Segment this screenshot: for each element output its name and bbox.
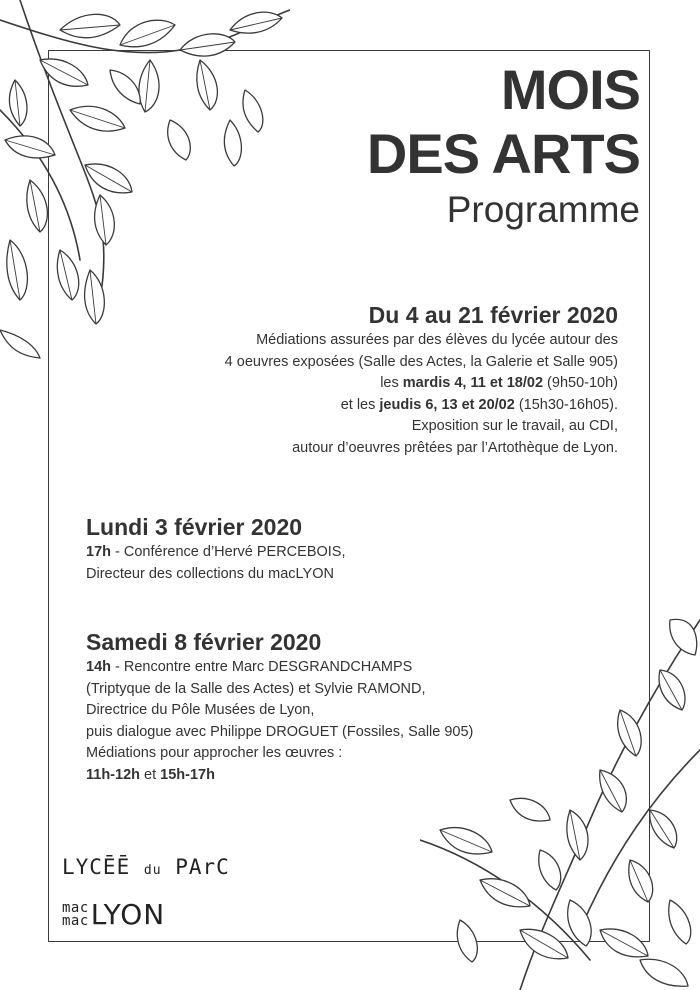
title-line-2: DES ARTS — [366, 122, 640, 185]
maclyon-logo: mac macLYON — [62, 898, 166, 931]
text-line: les mardis 4, 11 et 18/02 (9h50-10h) — [380, 375, 618, 391]
text-line: Médiations pour approcher les œuvres : — [86, 745, 343, 761]
title-line-1: MOIS — [500, 58, 640, 121]
lycee-du-parc-logo: LYCĒĒ du PArC — [62, 855, 230, 879]
text-line: 4 oeuvres exposées (Salle des Actes, la Galerie et Salle 905) — [224, 353, 618, 370]
text-line: Médiations assurées par des élèves du lycée autour des — [256, 332, 618, 348]
text-line: autour d’oeuvres prêtées par l’Artothèque de Lyon. — [292, 439, 618, 456]
section-lundi — [86, 512, 346, 585]
text-line: et les jeudis 6, 13 et 20/02 (15h30-16h05). — [340, 396, 618, 413]
section-exhibition — [225, 300, 618, 459]
text-line: 17h - Conférence d’Hervé PERCEBOIS, — [86, 544, 346, 560]
text-line: (Triptyque de la Salle des Actes) et Sylvie RAMOND, — [86, 680, 426, 697]
section-heading: Lundi 3 février 2020 — [86, 514, 303, 540]
section-heading: Du 4 au 21 février 2020 — [368, 302, 618, 328]
subtitle: Programme — [446, 189, 640, 230]
text-line: Directeur des collections du macLYON — [86, 565, 334, 582]
text-line: 11h-12h et 15h-17h — [86, 766, 215, 783]
title-block — [367, 58, 640, 232]
text-line: Directrice du Pôle Musées de Lyon, — [86, 702, 315, 718]
text-line: puis dialogue avec Philippe DROGUET (Fossiles, Salle 905) — [86, 723, 474, 740]
section-heading: Samedi 8 février 2020 — [86, 629, 322, 655]
mac-mark-icon: mac mac — [62, 899, 89, 929]
text-line: 14h - Rencontre entre Marc DESGRANDCHAMPS — [86, 659, 413, 675]
section-samedi — [86, 627, 473, 786]
text-line: Exposition sur le travail, au CDI, — [411, 418, 618, 434]
